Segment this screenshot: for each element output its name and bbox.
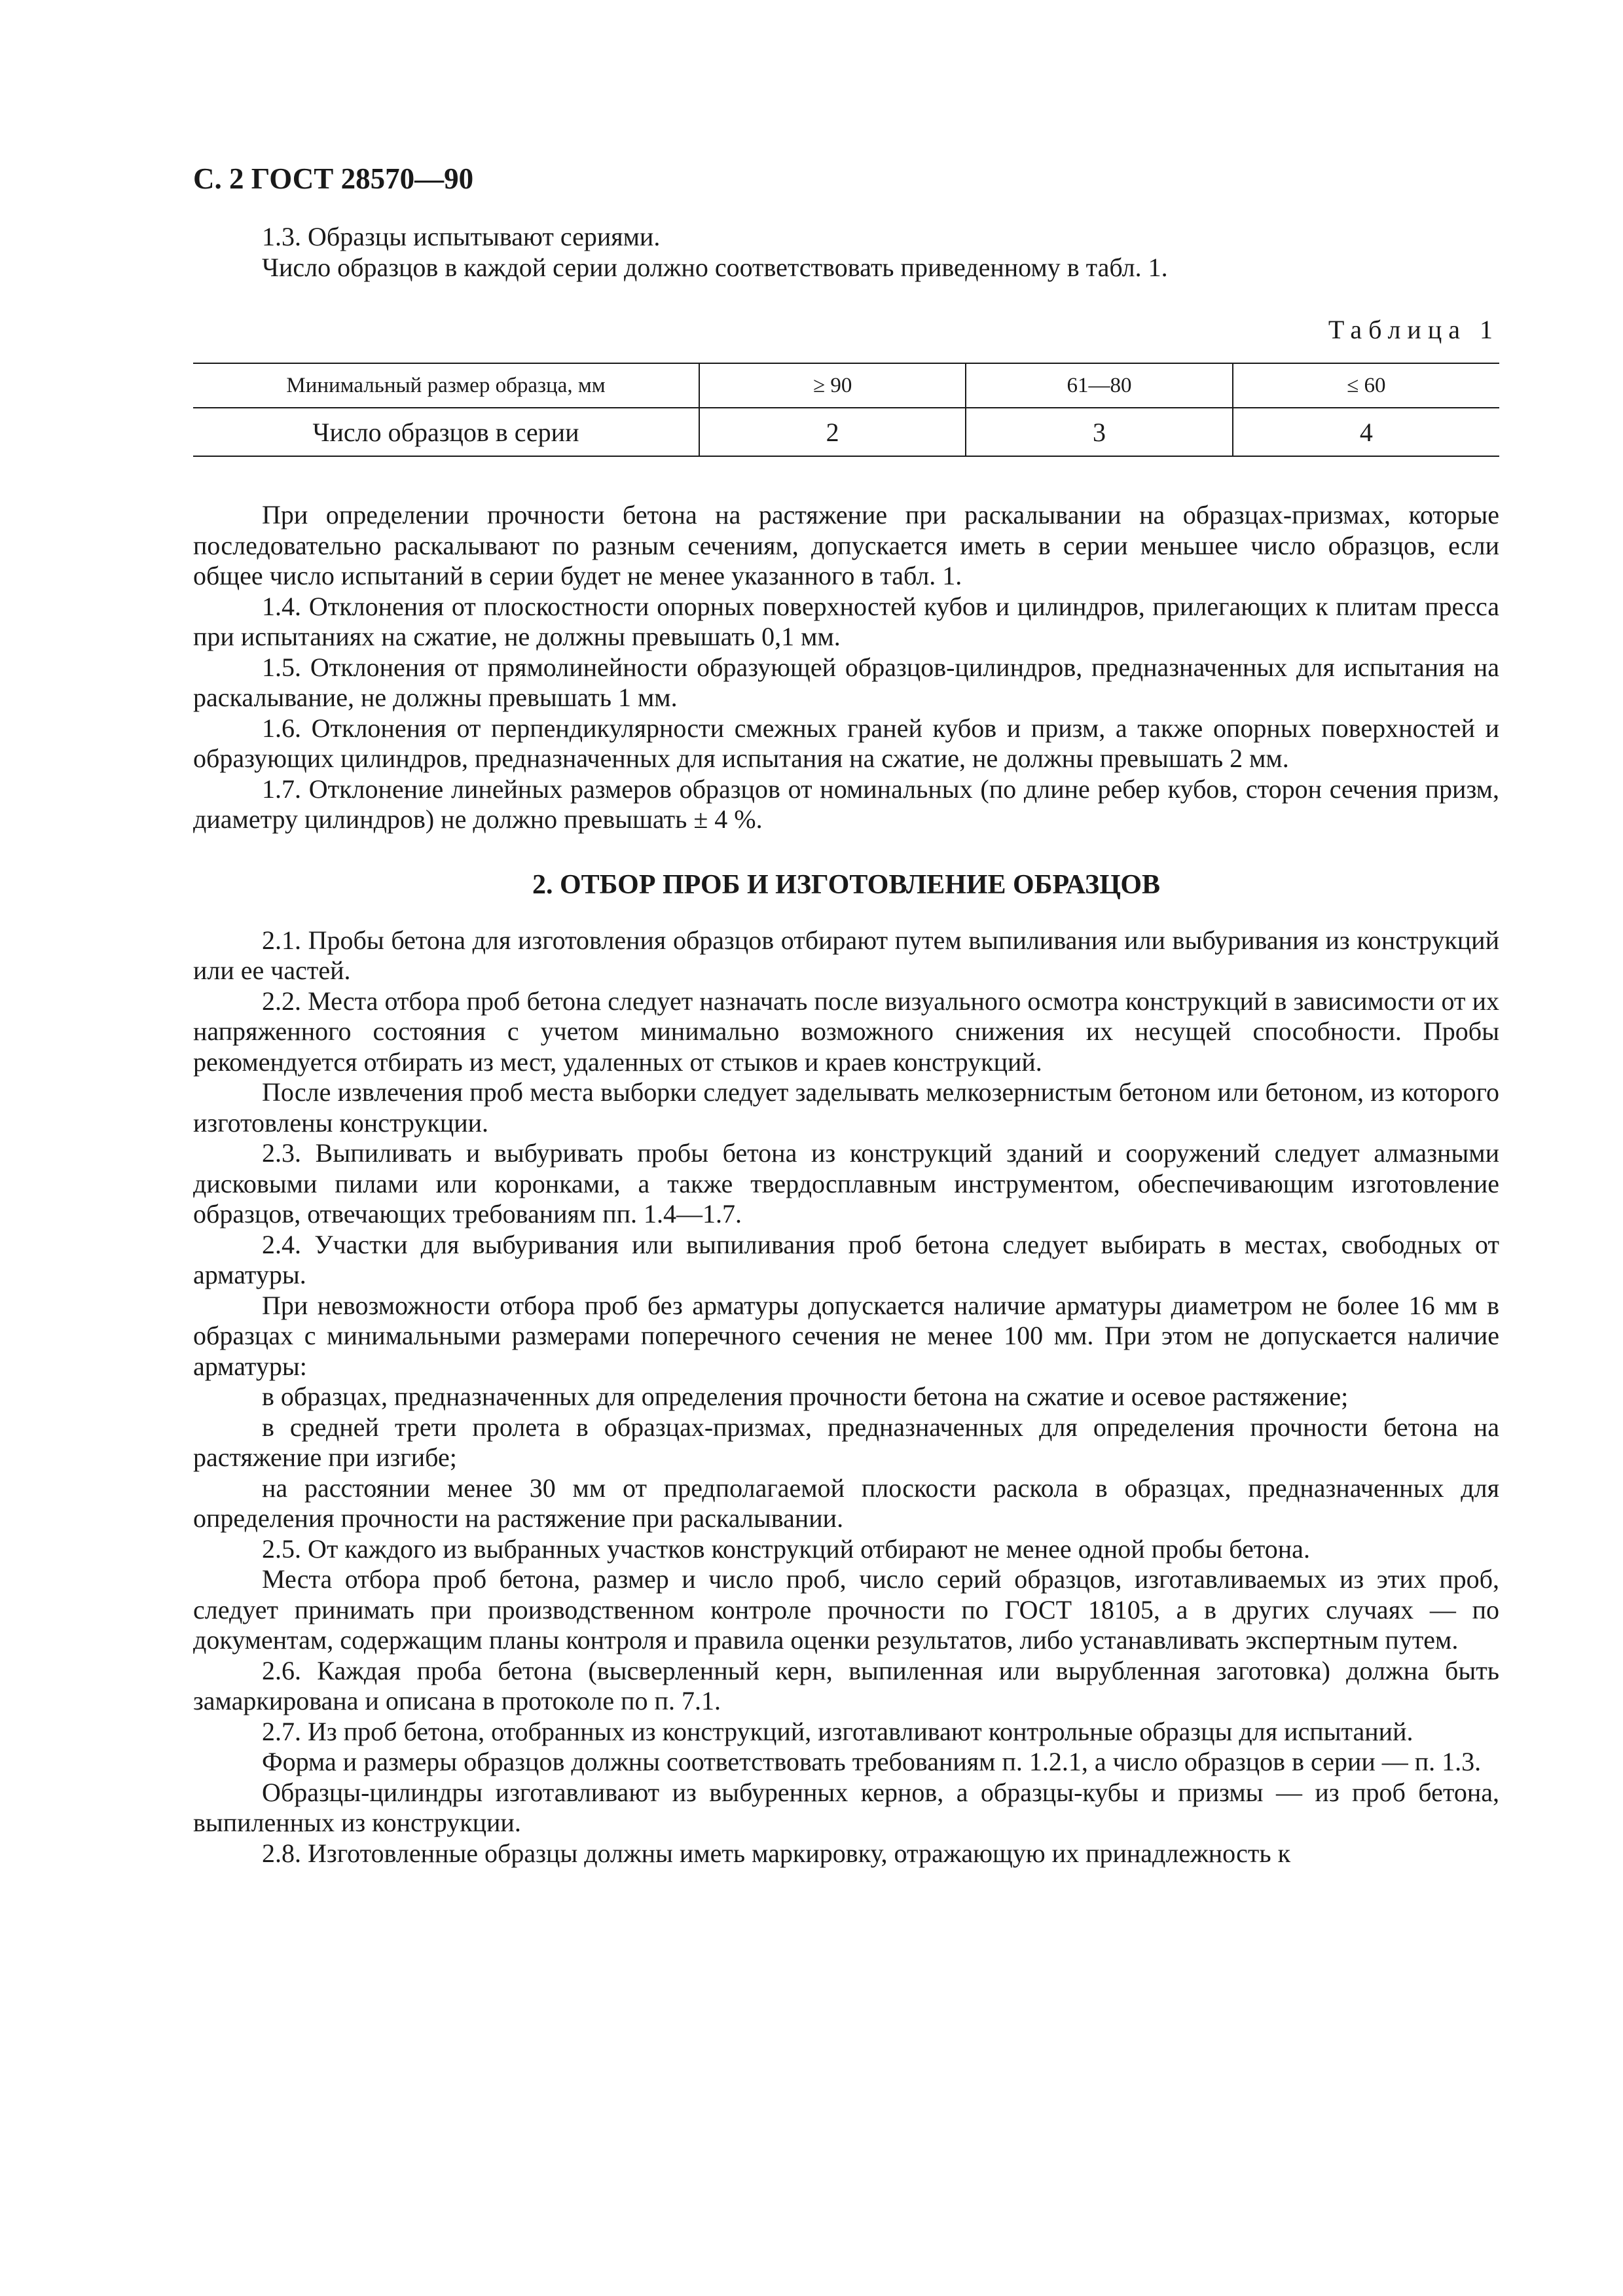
page-header: С. 2 ГОСТ 28570—90 (193, 162, 474, 195)
paragraph-1-7: 1.7. Отклонение линейных размеров образцов от номинальных (по длине ребер кубов, сторон сечения призм, диаметру цилиндров) не должно превышать ± 4 %. (193, 774, 1499, 834)
spacer (193, 457, 1499, 500)
paragraph-2-8: 2.8. Изготовленные образцы должны иметь маркировку, отражающую их принадлежность к (262, 1838, 1291, 1868)
paragraph: Места отбора проб бетона, размер и число проб, число серий образцов, изготавливаемых из этих проб, следует принимать при производственном контроле прочности по ГОСТ 18105, а в других случаях — по документам, содержащим планы контроля и правила оценки результатов, либо устанавливать экспертным путем. (193, 1564, 1499, 1655)
paragraph-2-2: 2.2. Места отбора проб бетона следует назначать после визуального осмотра конструкций в зависимости от их напряженного состояния с учетом минимально возможного снижения их несущей способности. Пробы рекомендуется отбирать из мест, удаленных от стыков и краев конструкций. (193, 986, 1499, 1077)
paragraph-1-3: 1.3. Образцы испытывают сериями. (262, 222, 661, 251)
list-item: в средней трети пролета в образцах-призмах, предназначенных для определения прочности бетона на растяжение при изгибе; (193, 1412, 1499, 1472)
paragraph: После извлечения проб места выборки следует заделывать мелкозернистым бетоном или бетоном, из которого изготовлены конструкции. (193, 1077, 1499, 1138)
table-row (193, 408, 1499, 456)
table-header-row (193, 363, 1499, 408)
table-cell: Число образцов в серии (193, 408, 699, 456)
table-header-cell: 61—80 (966, 363, 1232, 408)
paragraph: При определении прочности бетона на растяжение при раскалывании на образцах-призмах, которые последовательно раскалывают по разным сечениям, допускается иметь в серии меньшее число образцов, если общее число испытаний в серии будет не менее указанного в табл. 1. (193, 500, 1499, 590)
paragraph: При невозможности отбора проб без арматуры допускается наличие арматуры диаметром не более 16 мм в образцах с минимальными размерами поперечного сечения не менее 100 мм. При этом не допускается наличие арматуры: (193, 1290, 1499, 1381)
paragraph-2-1: 2.1. Пробы бетона для изготовления образцов отбирают путем выпиливания или выбуривания из конструкций или ее частей. (193, 925, 1499, 985)
table-cell: 4 (1233, 408, 1499, 456)
paragraph-1-6: 1.6. Отклонения от перпендикулярности смежных граней кубов и призм, а также опорных поверхностей и образующих цилиндров, предназначенных для испытания на сжатие, не должны превышать 2 мм. (193, 713, 1499, 773)
table-1-label: Таблица 1 (1328, 315, 1499, 344)
paragraph-2-5: 2.5. От каждого из выбранных участков конструкций отбирают не менее одной пробы бетона. (262, 1534, 1310, 1564)
paragraph: Форма и размеры образцов должны соответствовать требованиям п. 1.2.1, а число образцов в серии — п. 1.3. (262, 1747, 1482, 1776)
table-cell: 3 (966, 408, 1232, 456)
paragraph-2-3: 2.3. Выпиливать и выбуривать пробы бетона из конструкций зданий и сооружений следует алмазными дисковыми пилами или коронками, а также твердосплавным инструментом, обеспечивающим изготовление образцов, отвечающих требованиям пп. 1.4—1.7. (193, 1138, 1499, 1229)
paragraph: Образцы-цилиндры изготавливают из выбуренных кернов, а образцы-кубы и призмы — из проб бетона, выпиленных из конструкции. (193, 1777, 1499, 1837)
table-cell: 2 (699, 408, 966, 456)
list-item: на расстоянии менее 30 мм от предполагаемой плоскости раскола в образцах, предназначенных для определения прочности на растяжение при раскалывании. (193, 1473, 1499, 1533)
document-page (193, 160, 1499, 1869)
table-header-cell: ≥ 90 (699, 363, 966, 408)
paragraph-1-4: 1.4. Отклонения от плоскостности опорных поверхностей кубов и цилиндров, прилегающих к плитам пресса при испытаниях на сжатие, не должны превышать 0,1 мм. (193, 591, 1499, 651)
list-item: в образцах, предназначенных для определения прочности бетона на сжатие и осевое растяжение; (262, 1382, 1349, 1411)
paragraph-2-7: 2.7. Из проб бетона, отобранных из конструкций, изготавливают контрольные образцы для испытаний. (262, 1716, 1413, 1746)
table-header-cell: Минимальный размер образца, мм (193, 363, 699, 408)
table-header-cell: ≤ 60 (1233, 363, 1499, 408)
paragraph-1-5: 1.5. Отклонения от прямолинейности образующей образцов-цилиндров, предназначенных для испытания на раскалывание, не должны превышать 1 мм. (193, 652, 1499, 712)
paragraph-2-4: 2.4. Участки для выбуривания или выпиливания проб бетона следует выбирать в местах, свободных от арматуры. (193, 1229, 1499, 1289)
section-2-title: 2. ОТБОР ПРОБ И ИЗГОТОВЛЕНИЕ ОБРАЗЦОВ (532, 869, 1161, 900)
paragraph-sample-count: Число образцов в каждой серии должно соответствовать приведенному в табл. 1. (262, 252, 1168, 282)
paragraph-2-6: 2.6. Каждая проба бетона (высверленный керн, выпиленная или вырубленная заготовка) должна быть замаркирована и описана в протоколе по п. 7.1. (193, 1655, 1499, 1715)
table-1 (193, 363, 1499, 457)
